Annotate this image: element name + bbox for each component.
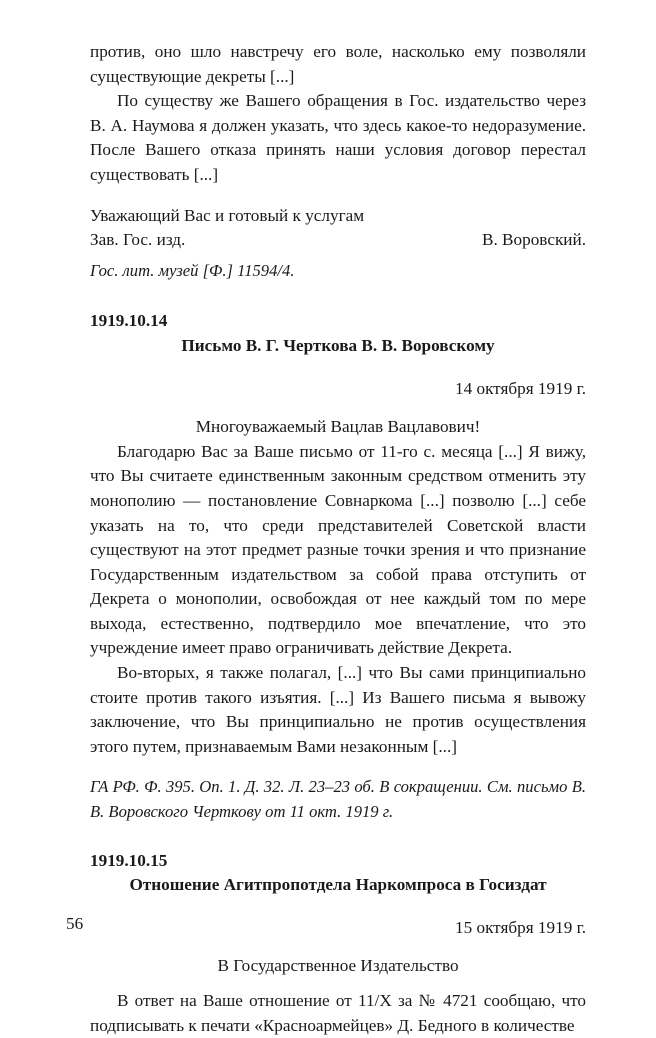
signer-position: Зав. Гос. изд. xyxy=(90,230,186,250)
archive-source: ГА РФ. Ф. 395. Оп. 1. Д. 32. Л. 23–23 об. В сокращении. См. письмо В. В. Воровского Черткову от 11 окт. 1919 г. xyxy=(90,777,586,822)
page-content xyxy=(90,40,586,1038)
signature-row xyxy=(90,228,586,253)
paragraph: Во-вторых, я также полагал, [...] что Вы сами принципиально стоите против такого изъятия. [...] Из Вашего письма я вывожу заключение, что Вы принципиально не против осуществления этого путем, признаваемым Вами незаконным [...] xyxy=(90,663,586,756)
document-id: 1919.10.14 xyxy=(90,311,168,331)
paragraph: против, оно шло навстречу его воле, насколько ему позволяли существующие декреты [...] xyxy=(90,42,586,86)
paragraph: Благодарю Вас за Ваше письмо от 11-го с. месяца [...] Я вижу, что Вы считаете единственным законным средством отменить эту монополию — постановление Совнаркома [...] позволю [...] себе указать на то, что среди представителей Советской власти существуют на этот предмет разные точки зрения и что признание Государственным издательством за собой права отступить от Декрета о монополии, освобождая от нее каждый том по мере выхода, естественно, подтвердило мое впечатление, что это учреждение имеет право ограничивать действие Декрета. xyxy=(90,441,586,658)
document-title: Письмо В. Г. Черткова В. В. Воровскому xyxy=(181,335,495,355)
salutation: Многоуважаемый Вацлав Вацлавович! xyxy=(195,417,481,437)
closing-line: Уважающий Вас и готовый к услугам xyxy=(90,205,365,225)
page-number: 56 xyxy=(66,914,84,933)
document-title: Отношение Агитпропотдела Наркомпроса в Госиздат xyxy=(129,875,547,895)
signer-name: В. Воровский. xyxy=(482,230,586,250)
document-date: 15 октября 1919 г. xyxy=(454,917,586,937)
document-id: 1919.10.15 xyxy=(90,850,168,870)
paragraph: В ответ на Ваше отношение от 11/X за № 4721 сообщаю, что подписывать к печати «Красноармейцев» Д. Бедного в количестве xyxy=(90,991,586,1035)
salutation: В Государственное Издательство xyxy=(217,956,459,976)
paragraph: По существу же Вашего обращения в Гос. издательство через В. А. Наумова я должен указать, что здесь какое-то недоразумение. После Вашего отказа принять наши условия договор перестал существовать [...] xyxy=(90,91,586,184)
archive-source: Гос. лит. музей [Ф.] 11594/4. xyxy=(90,260,295,280)
document-date: 14 октября 1919 г. xyxy=(454,378,586,398)
